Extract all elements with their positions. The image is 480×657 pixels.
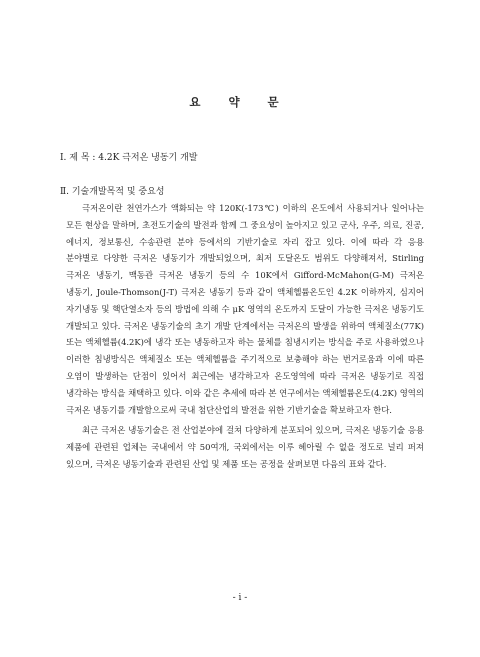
section-title-heading: Ⅰ. 제 목 : 4.2K 극저온 냉동기 개발 [60,153,198,163]
page-number: - i - [232,593,248,603]
page-title: 요 약 문 [189,95,291,109]
paragraph-1: 극저온이란 천연가스가 액화되는 약 120K(-173℃) 이하의 온도에서 사용되거나 일어나는 모든 현상을 말하며, 초전도기술의 발전과 함께 그 중요성이 높아지고 있고 군사, 우주, 의료, 진공, 에너지, 정보통신, 수송관련 분야 등에서의 기반기술로 자리 잡고 있다. 이에 따라 각 응용 분야별로 다양한 극저온 냉동기가 개발되었으며, 최저 도달온도 범위도 다양해져서, Stirling 극저온 냉동기, 맥동관 극저온 냉동기 등의 수 10K에서 Gifford-McMahon(G-M) 극저온 냉동기, Joule-Thomson(J-T) 극저온 냉동기 등과 같이 액체헬륨온도인 4.2K 이하까지, 심지어 자기냉동 및 핵단열소자 등의 방법에 의해 수 μK 영역의 온도까지 도달이 가능한 극저온 냉동기도 개발되고 있다. 극저온 냉동기술의 초기 개발 단계에서는 극저온의 발생을 위하여 액체질소(77K) 또는 액체헬륨(4.2K)에 냉각 또는 냉동하고자 하는 물체를 침냉시키는 방식을 주로 사용하였으나 이러한 침냉방식은 액체질소 또는 액체헬륨을 주기적으로 보충해야 하는 번거로움과 이에 따른 오염이 발생하는 단점이 있어서 최근에는 냉각하고자 온도영역에 따라 극저온 냉동기로 직접 냉각하는 방식을 채택하고 있다. 이와 같은 추세에 따라 본 연구에서는 액체헬륨온도(4.2K) 영역의 극저온 냉동기를 개발함으로써 국내 첨단산업의 발전을 위한 기반기술을 확보하고자 한다. [66,203,424,415]
paragraph-2: 최근 극저온 냉동기술은 전 산업분야에 걸쳐 다양하게 분포되어 있으며, 극저온 냉동기술 응용 제품에 관련된 업체는 국내에서 약 50여개, 국외에서는 이루 헤아릴 수 없을 정도로 널리 퍼져 있으며, 극저온 냉동기술과 관련된 산업 및 제품 또는 공정을 살펴보면 다음의 표와 같다. [66,425,424,469]
section-purpose-heading: Ⅱ. 기술개발목적 및 중요성 [60,187,165,197]
body-text [66,200,424,477]
